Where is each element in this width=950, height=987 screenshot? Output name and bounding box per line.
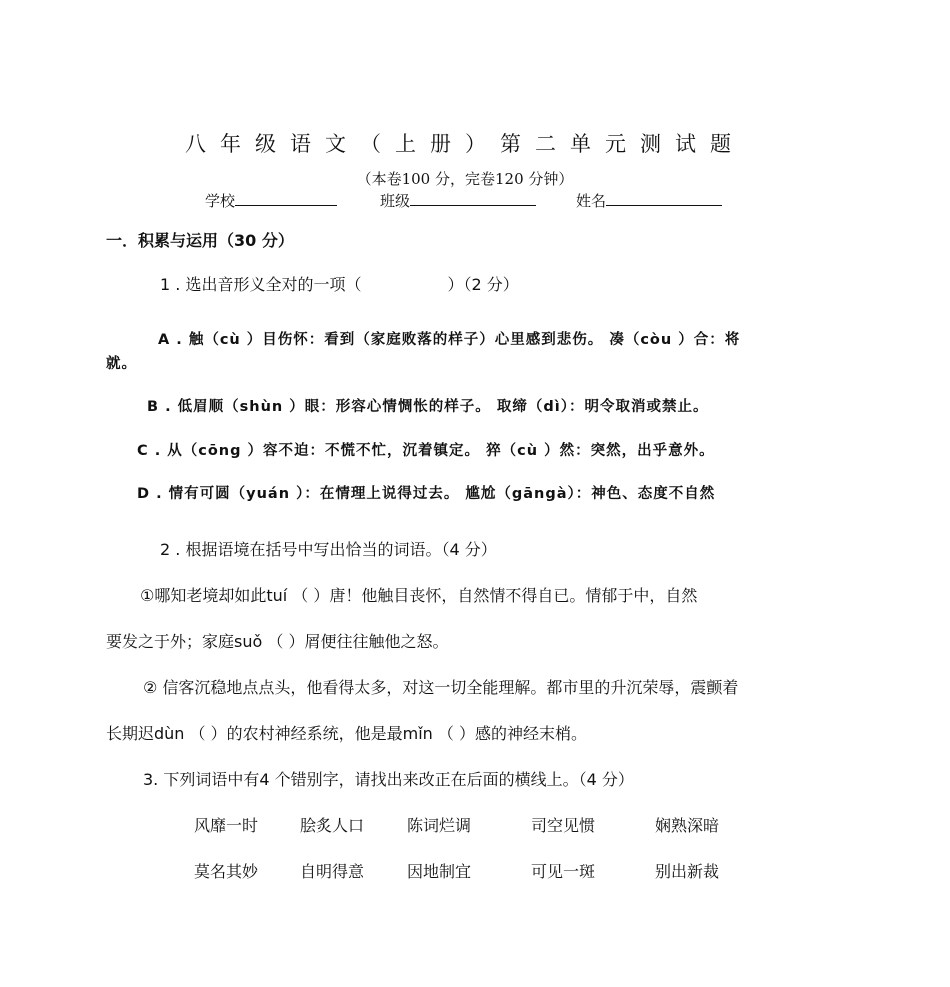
- option-a-line1: A . 触（cù ）目伤怀：看到（家庭败落的样子）心里感到悲伤。 凑（còu ）合：将: [158, 332, 741, 348]
- option-d: D . 情有可圆（yuán ）：在情理上说得过去。 尴尬（gāngà）：神色、态度不自然: [137, 486, 716, 502]
- page-title: 八年级语文（上册）第二单元测试题: [185, 132, 745, 156]
- question-1-stem-prefix: 1 . 选出音形义全对的一项（: [160, 275, 362, 294]
- word-item: 娴熟深暗: [655, 816, 720, 835]
- word-item: 别出新裁: [655, 862, 720, 881]
- word-item: 因地制宜: [407, 862, 472, 881]
- word-item: 莫名其妙: [194, 862, 259, 881]
- question-2-passage-2-line2: 长期迟dùn （ ）的农村神经系统，他是最mǐn （ ）感的神经末梢。: [106, 724, 587, 743]
- question-3-stem: 3. 下列词语中有4 个错别字，请找出来改正在后面的横线上。（4 分）: [143, 770, 634, 789]
- word-item: 自明得意: [300, 862, 365, 881]
- name-field: [576, 190, 722, 211]
- option-c: C . 从（cōng ）容不迫：不慌不忙，沉着镇定。 猝（cù ）然：突然，出乎意外。: [137, 443, 715, 459]
- name-label: 姓名: [576, 192, 607, 210]
- word-item: 风靡一时: [194, 816, 259, 835]
- class-blank[interactable]: [410, 191, 536, 206]
- question-2-passage-1-line1: ①哪知老境却如此tuí （ ）唐！他触目丧怀，自然情不得自已。情郁于中，自然: [140, 586, 698, 605]
- school-blank[interactable]: [235, 191, 337, 206]
- word-item: 司空见惯: [531, 816, 596, 835]
- class-label: 班级: [380, 192, 411, 210]
- question-1-stem-suffix: ）（2 分）: [447, 275, 519, 294]
- question-2-passage-2-line1: ② 信客沉稳地点点头，他看得太多，对这一切全能理解。都市里的升沉荣辱，震颤着: [143, 678, 739, 697]
- section-heading: 一．积累与运用（30 分）: [106, 231, 294, 250]
- question-1-stem: [160, 272, 519, 295]
- word-item: 陈词烂调: [407, 816, 472, 835]
- name-blank[interactable]: [606, 191, 722, 206]
- word-item: 可见一斑: [531, 862, 596, 881]
- class-field: [380, 190, 536, 211]
- option-a-line2: 就。: [106, 356, 137, 372]
- school-field: [205, 190, 337, 211]
- word-item: 脍炙人口: [300, 816, 365, 835]
- question-2-stem: 2 . 根据语境在括号中写出恰当的词语。（4 分）: [160, 540, 497, 559]
- exam-subtitle: （本卷100 分，完卷120 分钟）: [356, 170, 574, 188]
- question-2-passage-1-line2: 要发之于外；家庭suǒ （ ）屑便往往触他之怒。: [106, 632, 449, 651]
- option-b: B . 低眉顺（shùn ）眼：形容心情惆怅的样子。 取缔（dì）：明令取消或禁止。: [147, 399, 709, 415]
- school-label: 学校: [205, 192, 236, 210]
